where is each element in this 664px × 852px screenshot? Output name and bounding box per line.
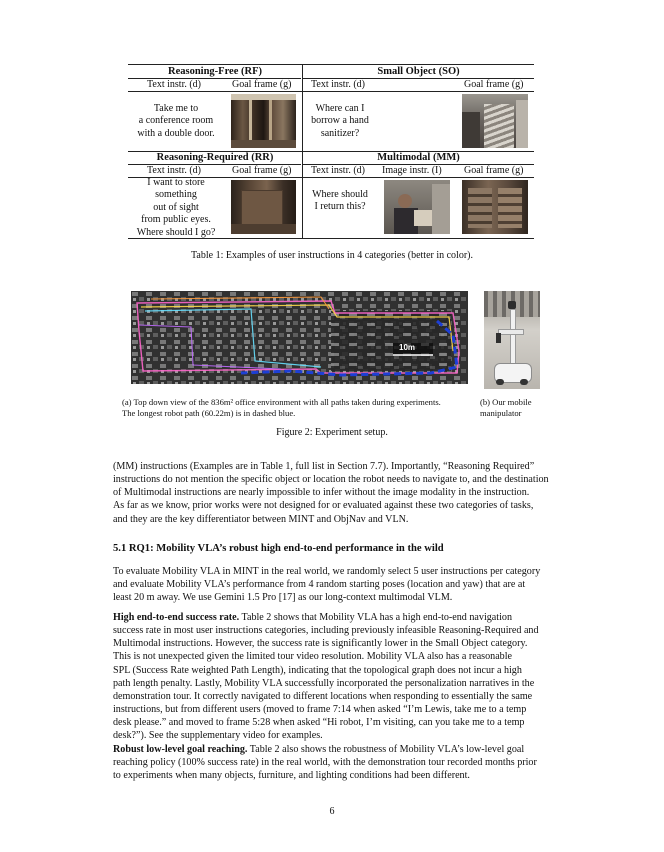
mm-instruction: Where should I return this? xyxy=(312,189,368,213)
mm-image-instr-photo xyxy=(384,180,450,234)
office-top-down-map xyxy=(131,291,468,384)
so-instruction: Where can I borrow a hand sanitizer? xyxy=(311,103,369,139)
subheader-goal-frame-mm: Goal frame (g) xyxy=(464,165,524,176)
header-reasoning-free: Reasoning-Free (RF) xyxy=(168,66,262,77)
subheader-text-instr-so: Text instr. (d) xyxy=(311,79,366,90)
table-top-rule xyxy=(128,64,534,65)
subheader-goal-frame-rr: Goal frame (g) xyxy=(232,165,292,176)
section-heading-5-1: 5.1 RQ1: Mobility VLA’s robust high end-to-end performance in the wild xyxy=(113,543,444,554)
header-multimodal: Multimodal (MM) xyxy=(377,152,460,163)
rf-instruction: Take me to a conference room with a double door. xyxy=(137,103,215,139)
goal-reaching-lead: Robust low-level goal reaching. xyxy=(113,744,248,755)
success-rate-lead: High end-to-end success rate. xyxy=(113,612,240,623)
subheader-text-instr-mm: Text instr. (d) xyxy=(311,165,366,176)
subheader-goal-frame-so: Goal frame (g) xyxy=(464,79,524,90)
figure-2-caption: Figure 2: Experiment setup. xyxy=(276,427,388,438)
rr-goal-frame-photo xyxy=(231,180,296,234)
office-map-graphic xyxy=(131,291,468,384)
paragraph-evaluation-setup: To evaluate Mobility VLA in MINT in the real world, we randomly select 5 user instructions per category and evaluate Mobility VLA’s performance from 4 random starting poses (location and yaw) that are at least 20 m away. We use Gemini 1.5 Pro [17] as our long-context multimodal VLM. xyxy=(113,566,541,604)
so-goal-frame-photo xyxy=(462,94,528,148)
rr-instruction: I want to store something out of sight from public eyes. Where should I go? xyxy=(136,177,216,238)
header-reasoning-required: Reasoning-Required (RR) xyxy=(156,152,274,163)
subheader-text-instr-rf: Text instr. (d) xyxy=(147,79,202,90)
rf-goal-frame-photo xyxy=(231,94,296,148)
subheader-image-instr-mm: Image instr. (I) xyxy=(382,165,442,176)
paragraph-categories: (MM) instructions (Examples are in Table 1, full list in Section 7.7). Importantly, “Reasoning Required” instructions do not mention the specific object or location the robot needs to navigate to, and the destination of Multimodal instructions are nearly impossible to infer without the image modality in the instruction. As far as we know, prior works were not designed for or evaluated against these two categories of tasks, and they are the key differentiator between MINT and ObjNav and VLN. xyxy=(113,461,549,525)
figure-2a-caption: (a) Top down view of the 836m² office environment with all paths taken during experiments. The longest robot path (60.22m) is in dashed blue. xyxy=(122,397,441,418)
mobile-manipulator-photo xyxy=(484,291,540,389)
header-small-object: Small Object (SO) xyxy=(377,66,460,77)
table-sub-rule-top xyxy=(128,91,534,92)
scale-bar-label: 10m xyxy=(399,343,416,352)
table-column-divider xyxy=(302,64,303,238)
paragraph-goal-reaching: Robust low-level goal reaching. Table 2 also shows the robustness of Mobility VLA’s low-level goal reaching policy (100% success rate) in the real world, with the demonstration tour recorded months prior to experiments when many objects, furniture, and lighting conditions had been different. xyxy=(113,744,537,782)
paragraph-success-rate: High end-to-end success rate. Table 2 shows that Mobility VLA has a high end-to-end navigation success rate in most user instructions categories, including previously infeasible Reasoning-Required and Multimodal instructions. However, the success rate is significantly lower in the Small Object category. This is not unexpected given the limited tour video resolution. Mobility VLA also has a reasonable SPL (Success Rate weighted Path Length), indicating that the topological graph does not incur a high path length penalty. Lastly, Mobility VLA successfully incorporated the personalization narratives in the demonstration tour. It correctly navigated to different locations when responding to essentially the same instructions, but from different users (moved to frame 7:14 when asked “I’m Lewis, take me to a temp desk please.” and moved to frame 5:28 when asked “Hi robot, I’m visiting, can you take me to a temp desk?”). See the supplementary video for examples. xyxy=(113,612,539,742)
page-number: 6 xyxy=(329,806,335,817)
table-1-caption: Table 1: Examples of user instructions in 4 categories (better in color). xyxy=(191,250,473,261)
subheader-goal-frame-rf: Goal frame (g) xyxy=(232,79,292,90)
figure-2b-caption: (b) Our mobile manipulator xyxy=(480,397,532,418)
subheader-text-instr-rr: Text instr. (d) xyxy=(147,165,202,176)
mm-goal-frame-photo xyxy=(462,180,528,234)
